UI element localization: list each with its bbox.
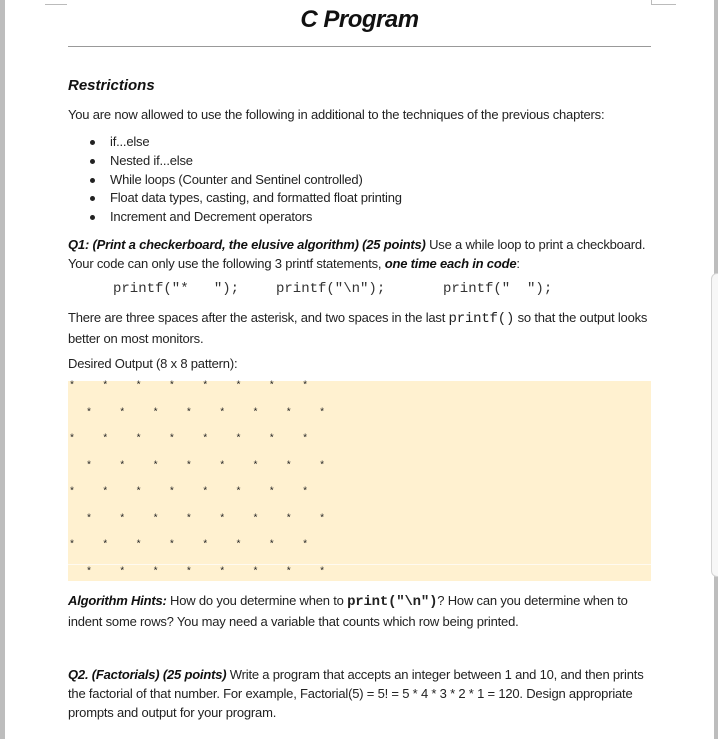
board-star: * — [202, 434, 209, 445]
board-star: * — [285, 407, 292, 419]
board-star: * — [168, 540, 175, 551]
board-star: * — [86, 513, 93, 525]
bullet-icon — [90, 215, 95, 220]
board-star: * — [268, 381, 275, 392]
board-star: * — [119, 460, 126, 472]
bullet-icon — [90, 140, 95, 145]
board-star: * — [268, 434, 275, 445]
list-item: Increment and Decrement operators — [90, 208, 402, 227]
board-star: * — [202, 487, 209, 498]
q2-label: Q2. (Factorials) (25 points) — [68, 667, 227, 682]
q1-label: Q1: (Print a checkerboard, the elusive algorithm) (25 points) — [68, 237, 426, 252]
list-item: if...else — [90, 133, 402, 152]
board-star: * — [202, 540, 209, 551]
board-star: * — [252, 407, 259, 419]
board-star: * — [168, 434, 175, 445]
board-row — [68, 488, 651, 502]
board-row — [68, 515, 651, 529]
board-star: * — [69, 434, 76, 445]
board-star: * — [152, 407, 159, 419]
board-star: * — [235, 487, 242, 498]
q2-paragraph: Q2. (Factorials) (25 points) Write a program that accepts an integer between 1 and 10, and then prints the factorial of that number. For example, Factorial(5) = 5! = 5 * 4 * 3 * 2 * 1 = 120. Design appropriate prompts and output for your program. — [68, 667, 644, 720]
bullet-icon — [90, 178, 95, 183]
restrictions-list — [90, 133, 402, 227]
board-star: * — [219, 460, 226, 472]
board-star: * — [235, 540, 242, 551]
code-printf-newline: printf("\n"); — [276, 281, 386, 297]
desired-output-label: Desired Output (8 x 8 pattern): — [68, 356, 238, 371]
board-row — [68, 409, 651, 423]
board-star: * — [86, 407, 93, 419]
board-star: * — [302, 434, 309, 445]
board-star: * — [86, 460, 93, 472]
inline-code: printf() — [448, 311, 515, 327]
board-star: * — [185, 407, 192, 419]
board-star: * — [119, 513, 126, 525]
page-corner-mark-right — [651, 0, 676, 5]
board-row — [68, 568, 651, 582]
board-star: * — [202, 381, 209, 392]
code-printf-spaces: printf(" "); — [443, 281, 553, 297]
board-star: * — [168, 487, 175, 498]
board-star: * — [319, 407, 326, 419]
scrollbar-handle[interactable] — [711, 273, 718, 577]
board-line — [68, 564, 651, 565]
board-row — [68, 435, 651, 449]
board-star: * — [168, 381, 175, 392]
board-row — [68, 462, 651, 476]
board-star: * — [319, 513, 326, 525]
board-star: * — [152, 460, 159, 472]
board-star: * — [152, 566, 159, 578]
page-corner-mark-left — [45, 4, 67, 5]
inline-code: print("\n") — [347, 594, 438, 610]
board-star: * — [219, 513, 226, 525]
title-divider — [68, 46, 651, 47]
board-star: * — [285, 460, 292, 472]
list-item: Float data types, casting, and formatted float printing — [90, 189, 402, 208]
board-star: * — [135, 487, 142, 498]
printf-statements — [68, 281, 651, 301]
checkerboard-output — [68, 381, 651, 581]
board-star: * — [102, 381, 109, 392]
board-star: * — [235, 434, 242, 445]
board-star: * — [102, 434, 109, 445]
board-star: * — [185, 513, 192, 525]
q1-emphasis: one time each in code — [384, 256, 517, 271]
q1-paragraph: Q1: (Print a checkerboard, the elusive algorithm) (25 points) Use a while loop to print a checkboard. Your code can only use the following 3 printf statements, one time each in code: — [68, 237, 646, 271]
restrictions-heading: Restrictions — [68, 77, 155, 94]
algorithm-hints: Algorithm Hints: How do you determine when to print("\n")? How can you determine when to indent some rows? You may need a variable that counts which row being printed. — [68, 593, 628, 629]
board-star: * — [302, 487, 309, 498]
board-row — [68, 541, 651, 555]
board-star: * — [135, 434, 142, 445]
board-star: * — [185, 460, 192, 472]
restrictions-intro: You are now allowed to use the following in additional to the techniques of the previous chapters: — [68, 107, 605, 122]
board-star: * — [235, 381, 242, 392]
board-star: * — [119, 566, 126, 578]
viewer-left-edge — [0, 0, 5, 739]
board-star: * — [135, 540, 142, 551]
page-title: C Program — [300, 6, 419, 33]
board-row — [68, 382, 651, 396]
bullet-icon — [90, 196, 95, 201]
list-item: Nested if...else — [90, 152, 402, 171]
board-star: * — [268, 487, 275, 498]
board-star: * — [135, 381, 142, 392]
code-printf-star: printf("* "); — [113, 281, 240, 297]
board-star: * — [252, 460, 259, 472]
board-star: * — [285, 566, 292, 578]
board-star: * — [185, 566, 192, 578]
board-star: * — [319, 566, 326, 578]
hints-label: Algorithm Hints: — [68, 593, 167, 608]
board-star: * — [86, 566, 93, 578]
board-star: * — [219, 407, 226, 419]
board-star: * — [69, 487, 76, 498]
board-star: * — [302, 381, 309, 392]
board-star: * — [69, 381, 76, 392]
bullet-icon — [90, 159, 95, 164]
board-star: * — [102, 487, 109, 498]
board-star: * — [152, 513, 159, 525]
board-star: * — [268, 540, 275, 551]
board-star: * — [319, 460, 326, 472]
board-star: * — [119, 407, 126, 419]
board-star: * — [219, 566, 226, 578]
board-star: * — [302, 540, 309, 551]
q1-note: There are three spaces after the asterisk, and two spaces in the last printf() so that the output looks better on most monitors. — [68, 310, 648, 346]
board-star: * — [69, 540, 76, 551]
board-star: * — [252, 566, 259, 578]
list-item: While loops (Counter and Sentinel controlled) — [90, 171, 402, 190]
board-star: * — [102, 540, 109, 551]
board-star: * — [285, 513, 292, 525]
board-star: * — [252, 513, 259, 525]
